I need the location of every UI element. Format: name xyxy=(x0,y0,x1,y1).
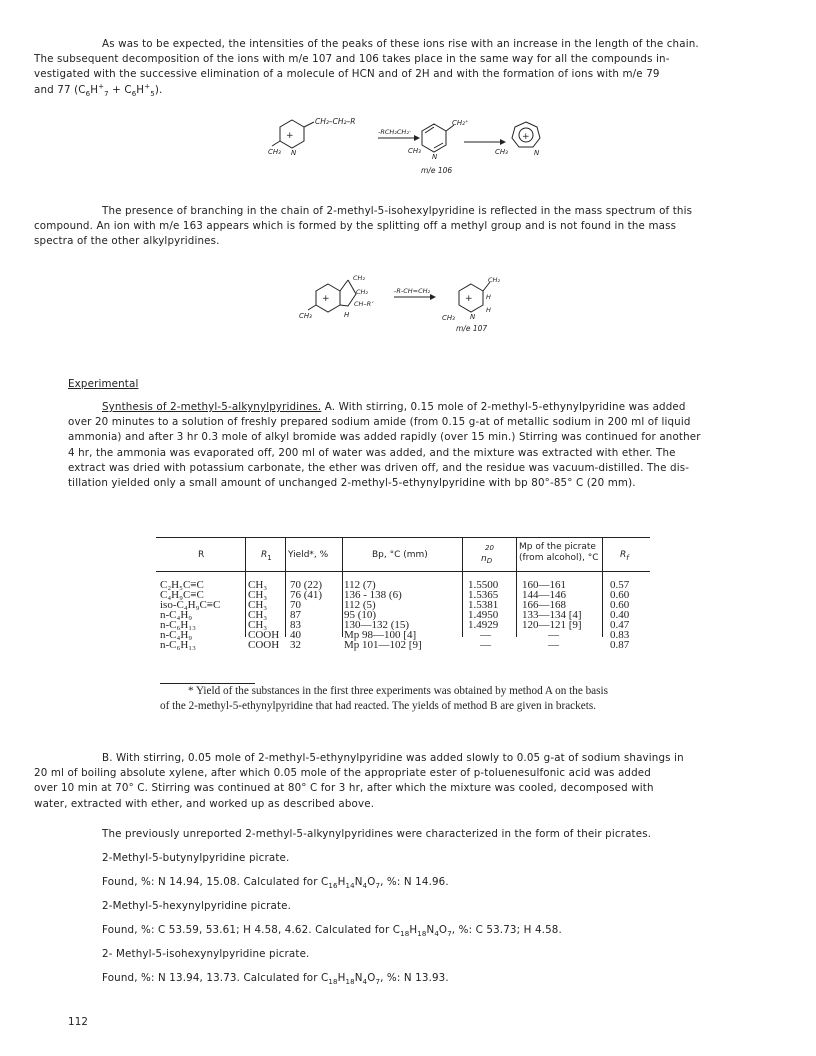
page-number: 112 xyxy=(68,1016,89,1028)
header-refractive-index: 20 $n_D$ xyxy=(481,544,494,565)
arrow-label: -R-CH=CH₂ xyxy=(394,287,431,295)
text-line: A. With stirring, 0.15 mole of 2-methyl-5-ethynylpyridine was added xyxy=(321,401,686,413)
ch2-label: CH₂ xyxy=(488,276,501,284)
nitrogen-label: N xyxy=(470,313,476,321)
nitrogen-label: N xyxy=(534,149,540,157)
section-heading-experimental: Experimental xyxy=(68,378,139,390)
pyridine-ring-2 xyxy=(422,124,454,152)
arrow-head xyxy=(500,139,506,145)
text-line: compound. An ion with m/e 163 appears which is formed by the splitting off a methyl group and is not found in the mass xyxy=(34,220,677,233)
hydrogen-label: H xyxy=(486,306,491,314)
paragraph-intro xyxy=(34,37,728,98)
methyl-label: CH₃ xyxy=(408,147,421,155)
compound-1-analysis: Found, %: N 14.94, 15.08. Calculated for $C_{16}H_{14}N_4O_7$, %: N 14.96. xyxy=(102,876,449,891)
arrow-head xyxy=(430,294,436,300)
header-yield: Yield*, % xyxy=(288,550,329,560)
plus-sign: + xyxy=(465,294,473,304)
arrow-label: -RCH₂CH₂· xyxy=(378,128,411,136)
plus-sign: + xyxy=(522,132,530,142)
methyl-label: CH₃ xyxy=(442,314,455,322)
mass-label: m/e 107 xyxy=(456,324,488,333)
text-line: vestigated with the successive elimination of a molecule of HCN and of 2H and with the formation of ions with m/e 79 xyxy=(34,68,660,81)
arrow-head xyxy=(414,135,420,141)
picrate-intro: The previously unreported 2-methyl-5-alkynylpyridines were characterized in the form of their picrates. xyxy=(102,828,652,840)
compound-3-analysis: Found, %: N 13.94, 13.73. Calculated for $C_{18}H_{18}N_4O_7$, %: N 13.93. xyxy=(102,972,449,987)
text-line: over 20 minutes to a solution of freshly prepared sodium amide (from 0.15 g-at of metallic sodium in 200 ml of liquid xyxy=(68,416,691,429)
ch-r-label: CH–R’ xyxy=(354,300,374,308)
reaction-scheme-2 xyxy=(296,268,536,338)
nitrogen-label: N xyxy=(432,153,438,161)
paragraph-method-b xyxy=(34,751,730,812)
methyl-label: CH₃ xyxy=(495,148,508,156)
paragraph-branching xyxy=(34,204,728,250)
hydrogen-label: H xyxy=(486,293,491,301)
reaction-scheme-1 xyxy=(262,112,562,178)
compound-3-name: 2- Methyl-5-isohexynylpyridine picrate. xyxy=(102,948,310,960)
ch2-cation-label: CH₂⁺ xyxy=(452,119,469,127)
header-bp: Bp, °C (mm) xyxy=(372,550,428,560)
methyl-label: CH₃ xyxy=(299,312,312,320)
text-line: water, extracted with ether, and worked up as described above. xyxy=(34,797,375,810)
ch2-label: CH₂ xyxy=(356,288,369,296)
text-line: extract was dried with potassium carbonate, the ether was driven off, and the residue was vacuum-distilled. The dis- xyxy=(68,461,690,474)
ch2-label: CH₂ xyxy=(353,274,366,282)
methyl-label: CH₃ xyxy=(268,148,281,156)
plus-sign: + xyxy=(322,294,330,304)
text-line: spectra of the other alkylpyridines. xyxy=(34,235,220,248)
text-line: over 10 min at 70° C. Stirring was continued at 80° C for 3 hr, after which the mixture was cooled, decomposed with xyxy=(34,782,654,795)
header-r: R xyxy=(198,550,205,560)
table-footnote: * Yield of the substances in the first three experiments was obtained by method A on the basis of the 2-methyl-5-ethynylpyridine that had reacted. The yields of method B are given in brackets. xyxy=(160,685,608,712)
text-line: tillation yielded only a small amount of unchanged 2-methyl-5-ethynylpyridine with bp 80°-85° C (20 mm). xyxy=(68,477,636,490)
mass-label: m/e 106 xyxy=(421,166,453,175)
header-mp-picrate: Mp of the picrate (from alcohol), °C xyxy=(519,542,599,563)
synthesis-title: Synthesis of 2-methyl-5-alkynylpyridines. xyxy=(102,401,322,413)
text-line: As was to be expected, the intensities of the peaks of these ions rise with an increase in the length of the chain. xyxy=(102,38,699,50)
pyridinium-ring-3 xyxy=(308,280,356,312)
compound-2-analysis: Found, %: C 53.59, 53.61; H 4.58, 4.62. Calculated for $C_{18}H_{18}N_4O_7$, %: C 53.73; H 4.58. xyxy=(102,924,562,939)
text-line: The presence of branching in the chain of 2-methyl-5-isohexylpyridine is reflected in the mass spectrum of this xyxy=(102,205,693,217)
paragraph-method-a xyxy=(68,400,728,491)
header-rf: $R_f$ xyxy=(620,550,629,562)
header-r1: $R_1$ xyxy=(261,550,272,562)
plus-sign: + xyxy=(286,131,294,141)
text-line: The subsequent decomposition of the ions with m/e 107 and 106 takes place in the same way for all the compounds in- xyxy=(34,53,670,66)
text-line: 4 hr, the ammonia was evaporated off, 200 ml of water was added, and the mixture was extracted with ether. The xyxy=(68,446,676,459)
compound-2-name: 2-Methyl-5-hexynylpyridine picrate. xyxy=(102,900,292,912)
text-line: and 77 $(C_6H^+_7 + C_6H^+_5)$. xyxy=(34,82,163,98)
text-line: 20 ml of boiling absolute xylene, after which 0.05 mole of the appropriate ester of p-toluenesulfonic acid was added xyxy=(34,767,651,780)
nitrogen-label: N xyxy=(291,149,297,157)
text-line: ammonia) and after 3 hr 0.3 mole of alkyl bromide was added rapidly (over 15 min.) Stirring was continued for another xyxy=(68,431,701,444)
hydrogen-label: H xyxy=(344,311,350,319)
side-chain-label: CH₂–CH₂–R xyxy=(315,117,356,126)
compound-1-name: 2-Methyl-5-butynylpyridine picrate. xyxy=(102,852,290,864)
text-line: B. With stirring, 0.05 mole of 2-methyl-5-ethynylpyridine was added slowly to 0.05 g-at of sodium shavings in xyxy=(102,752,684,764)
